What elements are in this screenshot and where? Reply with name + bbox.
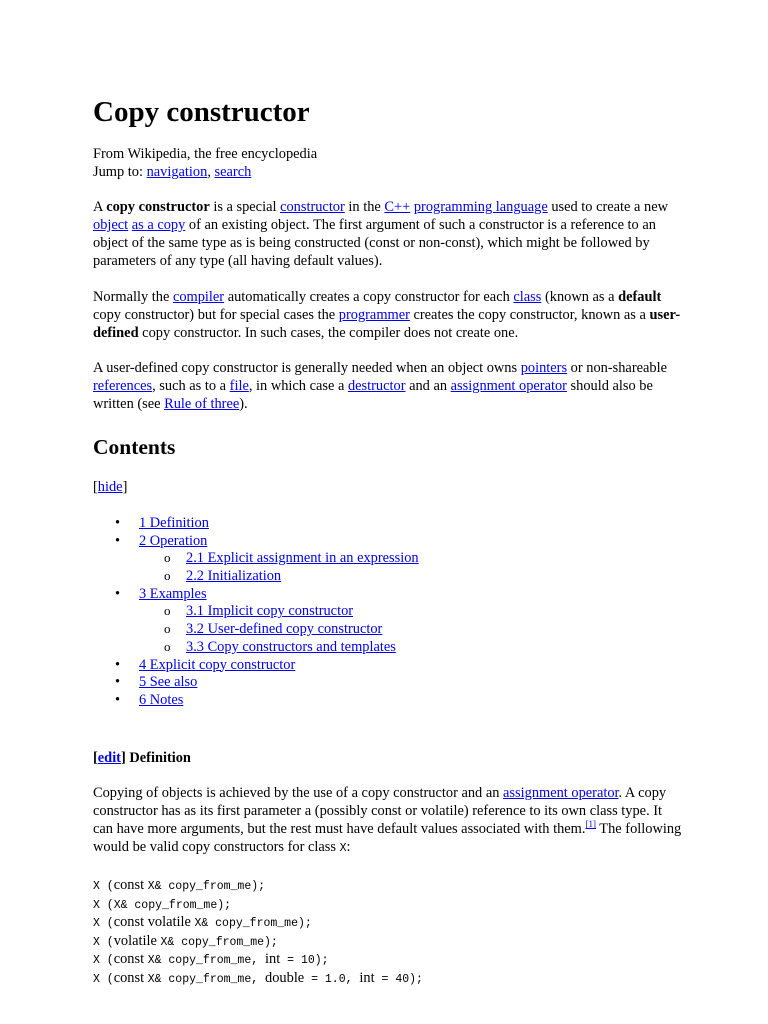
text-run: of an existing object. The first argument of such a constructor is a reference to an object of the same type as is being constructed (const or non-const), which might be followed by parameters of any type (all having default values).	[93, 217, 656, 269]
link-object[interactable]: object	[93, 217, 129, 233]
text-run: in the	[344, 199, 385, 215]
contents-heading: Contents	[93, 435, 176, 459]
code-line	[93, 932, 683, 951]
sub-bullet-icon: o	[164, 550, 171, 566]
code-token: X (	[93, 935, 114, 949]
text-run: . A copy constructor has as its first parameter a (possibly const or volatile) reference to its own class type. It can have more arguments, but the rest must have default values associated with them.	[93, 785, 667, 837]
edit-bracket-close: ]	[120, 750, 126, 766]
link-programming-language[interactable]: programming language	[413, 199, 548, 215]
definition-paragraph	[93, 784, 683, 858]
edit-link[interactable]: edit	[97, 750, 121, 766]
link-assignment-operator[interactable]: assignment operator	[450, 378, 567, 394]
toc-link-4-explicit-copy-constructor[interactable]: 4 Explicit copy constructor	[139, 656, 296, 673]
definition-heading-text: Definition	[125, 750, 191, 766]
text-run: , in which case a	[248, 378, 348, 394]
toc-item	[93, 673, 653, 691]
code-token: = 10);	[280, 954, 329, 968]
code-line	[93, 876, 683, 895]
link-destructor[interactable]: destructor	[347, 378, 406, 394]
link-rule-of-three[interactable]: Rule of three	[164, 396, 240, 412]
link-as-a-copy[interactable]: as a copy	[131, 217, 186, 233]
reference-link[interactable]: [1]	[585, 819, 596, 829]
sub-bullet-icon: o	[164, 568, 171, 584]
link-programmer[interactable]: programmer	[338, 307, 410, 323]
link-file[interactable]: file	[229, 378, 249, 394]
link-constructor[interactable]: constructor	[280, 199, 345, 215]
toc-hide-link[interactable]: hide	[97, 479, 123, 495]
toc-item	[93, 620, 653, 638]
sub-bullet-icon: o	[164, 638, 171, 654]
code-token: X (	[93, 954, 114, 968]
intro-paragraph-1	[93, 198, 683, 270]
code-keyword: const volatile	[113, 914, 195, 931]
code-token: X (X& copy_from_me);	[93, 898, 232, 912]
toc-link-6-notes[interactable]: 6 Notes	[139, 691, 184, 708]
jump-separator: ,	[207, 164, 215, 180]
jump-to	[93, 163, 683, 181]
text-run: , such as to a	[152, 378, 230, 394]
text-run: is a special	[209, 199, 281, 215]
intro-paragraph-3	[93, 359, 683, 413]
link-references[interactable]: references	[93, 378, 153, 394]
toc-link-3-1-implicit-copy-constructor[interactable]: 3.1 Implicit copy constructor	[186, 603, 354, 620]
code-keyword: volatile	[113, 932, 161, 949]
code-token: = 40);	[374, 972, 423, 986]
text-run: used to create a new	[547, 199, 668, 215]
code-line	[93, 969, 683, 988]
code-keyword: int	[265, 951, 281, 968]
code-keyword: double	[265, 969, 305, 986]
code-line	[93, 950, 683, 969]
code-keyword: int	[359, 969, 375, 986]
text-run: A	[93, 199, 107, 215]
edit-bracket-open: [	[93, 750, 98, 766]
toc-link-2-2-initialization[interactable]: 2.2 Initialization	[186, 568, 282, 585]
text-run: should also be written (see	[93, 378, 653, 412]
code-token: = 1.0,	[304, 972, 360, 986]
definition-heading	[93, 749, 191, 767]
bullet-icon: •	[115, 515, 121, 531]
toc-item	[93, 567, 653, 585]
page-title: Copy constructor	[93, 96, 310, 128]
bold-term: default	[618, 289, 662, 305]
code-line	[93, 895, 683, 914]
text-run: ).	[239, 396, 248, 412]
toc-link-3-examples[interactable]: 3 Examples	[139, 585, 207, 602]
text-run: copy constructor) but for special cases the	[93, 307, 339, 323]
text-run: automatically creates a copy constructor for each	[224, 289, 514, 305]
code-token: X (	[93, 972, 114, 986]
text-run: or non-shareable	[567, 360, 667, 376]
table-of-contents	[93, 514, 653, 709]
text-run: (known as a	[541, 289, 619, 305]
link-assignment-operator[interactable]: assignment operator	[503, 785, 619, 801]
jump-to-label: Jump to:	[93, 164, 147, 180]
navigation-link[interactable]: navigation	[146, 164, 208, 180]
toc-link-3-3-copy-constructors-and-templates[interactable]: 3.3 Copy constructors and templates	[186, 638, 396, 655]
toc-item	[93, 638, 653, 656]
toc-link-1-definition[interactable]: 1 Definition	[139, 515, 209, 531]
bold-term: copy constructor	[106, 199, 210, 215]
text-run: :	[346, 839, 351, 855]
code-keyword: const	[113, 877, 148, 893]
code-text: X	[339, 842, 347, 855]
code-keyword: const	[113, 951, 148, 968]
text-run: A user-defined copy constructor is generally needed when an object owns	[93, 360, 521, 376]
code-token: X& copy_from_me,	[147, 954, 266, 968]
link-c[interactable]: C++	[384, 199, 411, 215]
bullet-icon: •	[115, 691, 121, 708]
bullet-icon: •	[115, 532, 121, 549]
text-run: Copying of objects is achieved by the use of a copy constructor and an	[93, 785, 504, 801]
toc-item	[93, 532, 653, 550]
toc-toggle-close: ]	[122, 479, 128, 495]
code-token: X& copy_from_me);	[147, 880, 266, 893]
link-compiler[interactable]: compiler	[172, 289, 225, 305]
search-link[interactable]: search	[214, 164, 252, 180]
article-meta	[93, 145, 683, 181]
text-run: creates the copy constructor, known as a	[409, 307, 650, 323]
code-token: X& copy_from_me);	[194, 917, 312, 931]
toc-item	[93, 514, 653, 532]
bold-term: user-defined	[93, 307, 681, 341]
text-run: Normally the	[93, 289, 173, 305]
code-line	[93, 913, 683, 932]
footnote	[585, 819, 596, 829]
toc-link-2-operation[interactable]: 2 Operation	[139, 532, 208, 549]
toc-item	[93, 602, 653, 620]
tagline: From Wikipedia, the free encyclopedia	[93, 146, 318, 162]
bullet-icon: •	[115, 585, 121, 602]
toc-item	[93, 585, 653, 603]
toc-item	[93, 656, 653, 674]
code-keyword: const	[113, 969, 148, 986]
sub-bullet-icon: o	[164, 603, 171, 619]
intro-paragraph-2	[93, 288, 683, 342]
code-token: X& copy_from_me,	[147, 972, 266, 986]
sub-bullet-icon: o	[164, 621, 171, 637]
toc-toggle-open: [	[93, 479, 98, 495]
bullet-icon: •	[115, 674, 121, 691]
link-class[interactable]: class	[513, 289, 542, 305]
text-run: and an	[405, 378, 451, 394]
toc-item	[93, 691, 653, 709]
bullet-icon: •	[115, 656, 121, 673]
toc-item	[93, 549, 653, 567]
toc-link-2-1-explicit-assignment-in-an-expression[interactable]: 2.1 Explicit assignment in an expression	[186, 550, 419, 567]
text-run: The following would be valid copy constructors for class	[93, 821, 682, 855]
toc-link-3-2-user-defined-copy-constructor[interactable]: 3.2 User-defined copy constructor	[186, 621, 383, 638]
code-token: X (	[93, 917, 114, 931]
toc-toggle	[93, 478, 127, 496]
text-run: copy constructor. In such cases, the compiler does not create one.	[138, 325, 519, 341]
code-block	[93, 876, 683, 988]
code-token: X& copy_from_me);	[160, 935, 278, 949]
code-token: X (	[93, 880, 114, 893]
link-pointers[interactable]: pointers	[520, 360, 568, 376]
toc-link-5-see-also[interactable]: 5 See also	[139, 674, 198, 691]
